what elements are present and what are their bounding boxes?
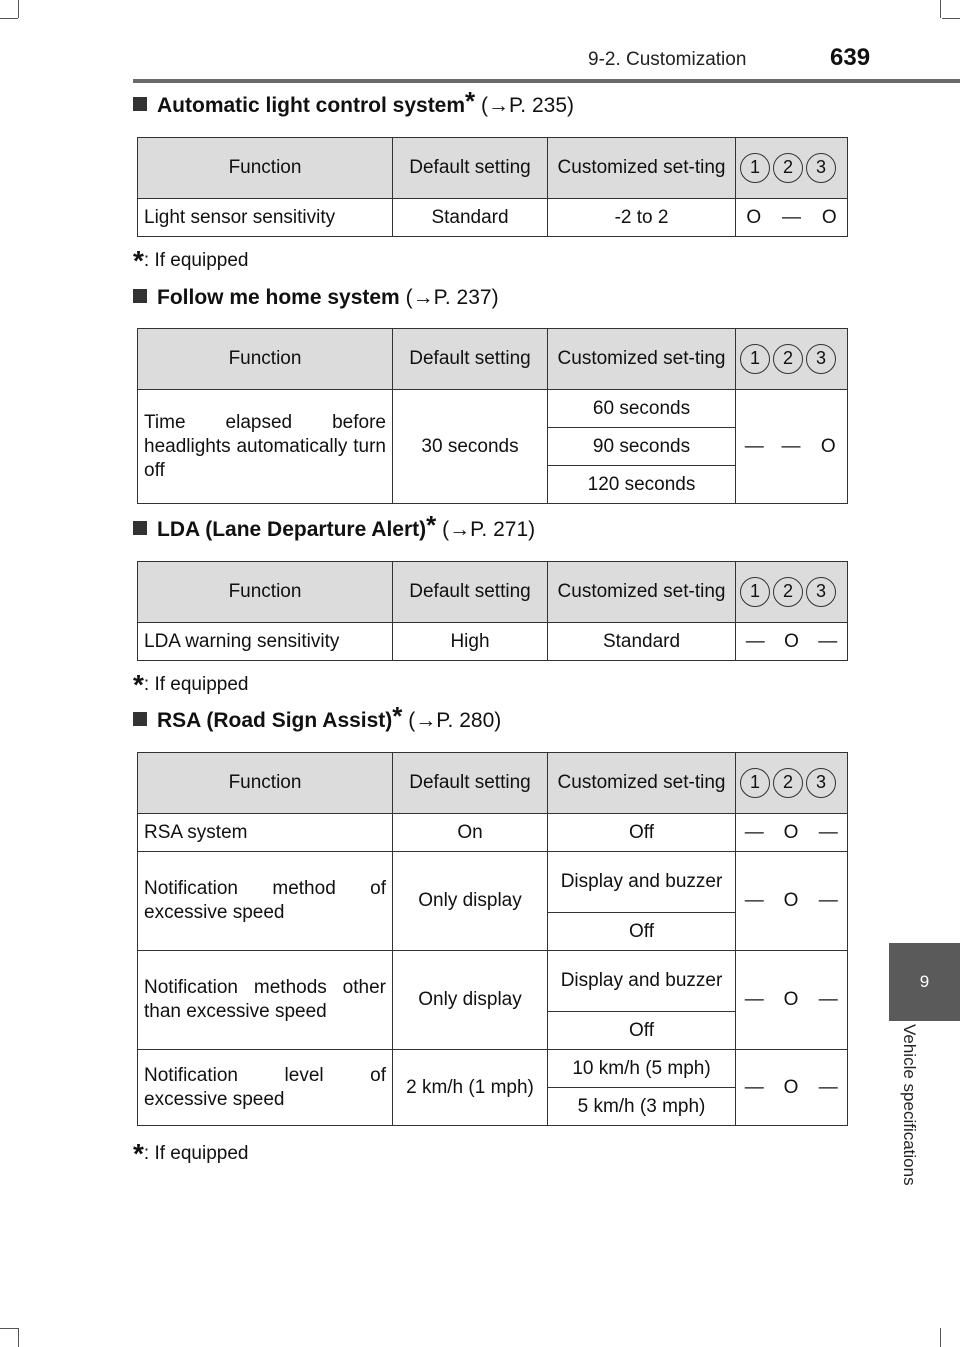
circled-3-icon: 3 — [806, 768, 836, 798]
settings-table: Function Default setting Customized set-ting 1 2 3 LDA warning sensitivity High Standard — O — — [137, 561, 848, 661]
crop-mark — [942, 18, 960, 19]
table-row: Notification level of excessive speed 2 km/h (1 mph) 10 km/h (5 mph) — O — — [138, 1050, 848, 1088]
section-heading: LDA (Lane Departure Alert)* (→P. 271) — [133, 518, 535, 542]
page-number: 639 — [830, 44, 871, 71]
circled-1-icon: 1 — [740, 577, 770, 607]
section-heading: Automatic light control system* (→P. 235) — [133, 94, 574, 118]
table-row: Notification methods other than excessive speed Only display Display and buzzer — O — — [138, 951, 848, 1012]
circled-3-icon: 3 — [806, 344, 836, 374]
table-row: RSA system On Off — O — — [138, 814, 848, 852]
circled-2-icon: 2 — [773, 153, 803, 183]
settings-table: Function Default setting Customized set-ting 1 2 3 RSA system On Off — O — Notification method of excessive speed Only display Display and buzzer — O — Off Notification methods other than excessive speed Only display Display and buzzer — O — Off Notification level of excessive speed 2 km/h (1 mph) 10 km/h (5 mph) — O — 5 km/h (3 mph) — [137, 752, 848, 1126]
header-rule — [133, 79, 960, 83]
crop-mark — [0, 18, 18, 19]
crop-mark — [18, 0, 19, 18]
table-row: Light sensor sensitivity Standard -2 to 2 O — O — [138, 199, 848, 237]
circled-2-icon: 2 — [773, 577, 803, 607]
circled-2-icon: 2 — [773, 768, 803, 798]
col-function: Function — [138, 138, 393, 199]
circled-1-icon: 1 — [740, 153, 770, 183]
bullet-square-icon — [133, 712, 147, 726]
crop-mark — [940, 0, 941, 18]
footnote: *: If equipped — [133, 245, 249, 276]
circled-3-icon: 3 — [806, 153, 836, 183]
bullet-square-icon — [133, 289, 147, 303]
settings-table — [137, 137, 848, 237]
circled-2-icon: 2 — [773, 344, 803, 374]
chapter-label: Vehicle specifications — [900, 1024, 919, 1186]
col-default: Default setting — [393, 138, 548, 199]
table-row: LDA warning sensitivity High Standard — O — — [138, 623, 848, 661]
settings-table: Function Default setting Customized set-ting 1 2 3 Time elapsed before headlights automatically turn off 30 seconds 60 seconds — — O 90 seconds 120 seconds — [137, 328, 848, 504]
circled-1-icon: 1 — [740, 344, 770, 374]
header-section-title: 9-2. Customization — [588, 49, 747, 70]
footnote: *: If equipped — [133, 1138, 249, 1169]
chapter-tab: 9 — [889, 943, 960, 1021]
table-row: Time elapsed before headlights automatically turn off 30 seconds 60 seconds — — O — [138, 390, 848, 428]
crop-mark — [940, 1328, 941, 1347]
section-heading: Follow me home system (→P. 237) — [133, 286, 499, 310]
circled-3-icon: 3 — [806, 577, 836, 607]
circled-1-icon: 1 — [740, 768, 770, 798]
bullet-square-icon — [133, 521, 147, 535]
footnote: *: If equipped — [133, 669, 249, 700]
table-row: Notification method of excessive speed Only display Display and buzzer — O — — [138, 852, 848, 913]
col-numbers — [736, 138, 848, 199]
crop-mark — [0, 1328, 18, 1329]
bullet-square-icon — [133, 97, 147, 111]
section-heading: RSA (Road Sign Assist)* (→P. 280) — [133, 709, 501, 733]
crop-mark — [18, 1328, 19, 1347]
col-customized: Customized set-ting — [548, 138, 736, 199]
